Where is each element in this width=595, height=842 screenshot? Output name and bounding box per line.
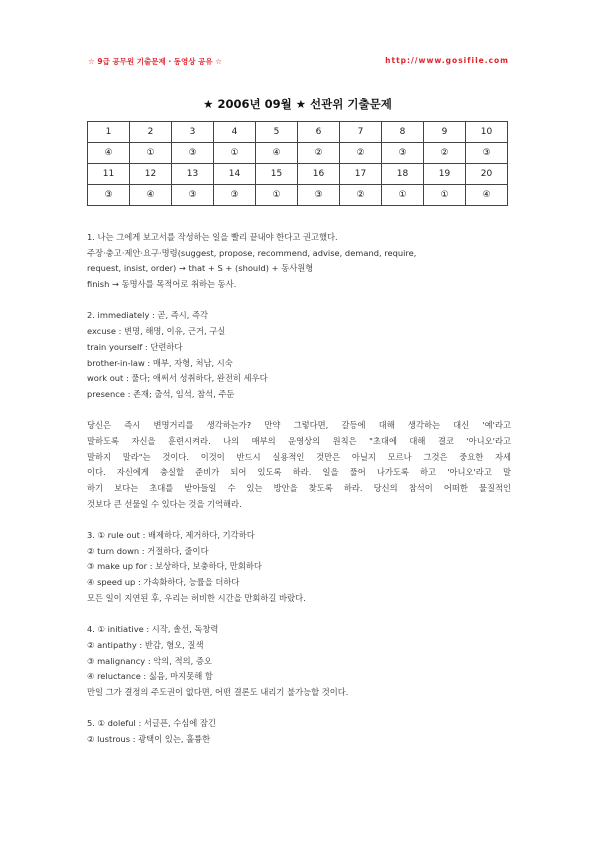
cell: 13 xyxy=(172,164,214,185)
cell: ④ xyxy=(88,143,130,164)
text-line: 1. 나는 그에게 보고서를 작성하는 일을 빨리 끝내야 한다고 권고했다. xyxy=(87,232,338,242)
cell: ③ xyxy=(172,143,214,164)
cell: 10 xyxy=(466,122,508,143)
cell: 20 xyxy=(466,164,508,185)
page-header xyxy=(88,56,509,68)
header-url-link[interactable]: http://www.gosifile.com xyxy=(385,56,509,65)
cell: 18 xyxy=(382,164,424,185)
text-line: 5. ① doleful : 서글픈, 수심에 잠긴 xyxy=(87,718,216,729)
q3-block xyxy=(87,528,511,606)
text-line: 모든 일이 지연된 후, 우리는 허비한 시간을 만회하길 바랐다. xyxy=(87,592,306,603)
text-line: 당신은 즉시 변명거리를 생각하는가? 만약 그렇다면, 갈등에 대해 생각하는 대신 '예'라고 xyxy=(87,420,511,431)
page-title: ★ 2006년 09월 ★ 선관위 기출문제 xyxy=(203,97,392,111)
text-line: excuse : 변명, 해명, 이유, 근거, 구실 xyxy=(87,326,226,337)
cell: ② xyxy=(340,185,382,206)
cell: 8 xyxy=(382,122,424,143)
cell: ④ xyxy=(256,143,298,164)
q4-block xyxy=(87,622,511,700)
cell: ③ xyxy=(298,185,340,206)
cell: ② xyxy=(340,143,382,164)
answer-row-numbers-1 xyxy=(88,122,508,143)
cell: 6 xyxy=(298,122,340,143)
text-line: train yourself : 단련하다 xyxy=(87,341,183,352)
explanations xyxy=(87,230,511,748)
text-line: work out : 풀다; 애써서 성취하다, 완전히 세우다 xyxy=(87,373,268,384)
cell: 1 xyxy=(88,122,130,143)
cell: ① xyxy=(424,185,466,206)
text-line: 주장·충고·제안·요구·명령(suggest, propose, recommend, advise, demand, require, xyxy=(87,247,417,258)
answer-table xyxy=(87,121,508,206)
answer-row-answers-2 xyxy=(88,185,508,206)
cell: ① xyxy=(130,143,172,164)
text-line: 말하지 말라"는 것이다. 이것이 반드시 실용적인 것만은 아닐지 모르나 그것은 중요한 자세 xyxy=(87,451,511,462)
cell: ③ xyxy=(172,185,214,206)
text-line: ④ reluctance : 싫음, 마지못해 함 xyxy=(87,671,213,682)
cell: 2 xyxy=(130,122,172,143)
text-line: 말하도록 자신을 훈련시켜라. 나의 매부의 운영상의 원칙은 "초대에 대해 결코 '아니오'라고 xyxy=(87,435,511,446)
text-line: finish → 동명사를 목적어로 취하는 동사. xyxy=(87,279,237,290)
text-line: brother-in-law : 매부, 자형, 처남, 시숙 xyxy=(87,357,233,368)
text-line: ② antipathy : 반감, 혐오, 질색 xyxy=(87,639,204,650)
text-line: 것보다 큰 선물일 수 있다는 것을 기억해라. xyxy=(87,498,242,509)
cell: 12 xyxy=(130,164,172,185)
cell: 19 xyxy=(424,164,466,185)
text-line: ③ malignancy : 악의, 적의, 증오 xyxy=(87,655,212,666)
q5-block xyxy=(87,716,511,747)
text-line: presence : 존재; 출석, 임석, 참석, 주둔 xyxy=(87,388,235,399)
cell: ① xyxy=(256,185,298,206)
cell: 3 xyxy=(172,122,214,143)
text-line: request, insist, order) → that + S + (should) + 동사원형 xyxy=(87,263,314,274)
cell: ③ xyxy=(214,185,256,206)
cell: ① xyxy=(382,185,424,206)
text-line: ④ speed up : 가속화하다, 능률을 더하다 xyxy=(87,577,240,588)
cell: 17 xyxy=(340,164,382,185)
cell: ② xyxy=(298,143,340,164)
q2-block xyxy=(87,308,511,402)
cell: 4 xyxy=(214,122,256,143)
text-line: 하기 보다는 초대를 받아들일 수 있는 방안을 찾도록 하라. 당신의 참석이 어떠한 물질적인 xyxy=(87,483,511,493)
answer-row-numbers-2 xyxy=(88,164,508,185)
cell: ④ xyxy=(466,185,508,206)
text-line: ② lustrous : 광택이 있는, 훌륭한 xyxy=(87,734,211,744)
text-line: ② turn down : 거절하다, 줄이다 xyxy=(87,545,209,556)
text-line: 이다. 자신에게 충실할 준비가 되어 있도록 하라. 일을 풀어 나가도록 하고 '아니오'라고 말 xyxy=(87,467,511,478)
cell: ④ xyxy=(130,185,172,206)
text-line: 2. immediately : 곧, 즉시, 즉각 xyxy=(87,310,209,321)
answer-row-answers-1 xyxy=(88,143,508,164)
cell: 15 xyxy=(256,164,298,185)
cell: 9 xyxy=(424,122,466,143)
text-line: 3. ① rule out : 배제하다, 제거하다, 기각하다 xyxy=(87,530,255,541)
text-line: 만일 그가 결정의 주도권이 없다면, 어떤 결론도 내리기 불가능할 것이다. xyxy=(87,686,349,697)
cell: 11 xyxy=(88,164,130,185)
text-line: ③ make up for : 보상하다, 보충하다, 만회하다 xyxy=(87,561,262,572)
cell: 7 xyxy=(340,122,382,143)
cell: ③ xyxy=(88,185,130,206)
cell: 14 xyxy=(214,164,256,185)
header-left-text: ☆ 9급 공무원 기출문제 · 동영상 공유 ☆ xyxy=(88,57,222,66)
cell: ② xyxy=(424,143,466,164)
q1-block xyxy=(87,230,511,293)
cell: 16 xyxy=(298,164,340,185)
cell: ③ xyxy=(466,143,508,164)
cell: 5 xyxy=(256,122,298,143)
q2-translation xyxy=(87,418,511,512)
cell: ③ xyxy=(382,143,424,164)
cell: ① xyxy=(214,143,256,164)
text-line: 4. ① initiative : 시작, 솔선, 독창력 xyxy=(87,624,219,635)
